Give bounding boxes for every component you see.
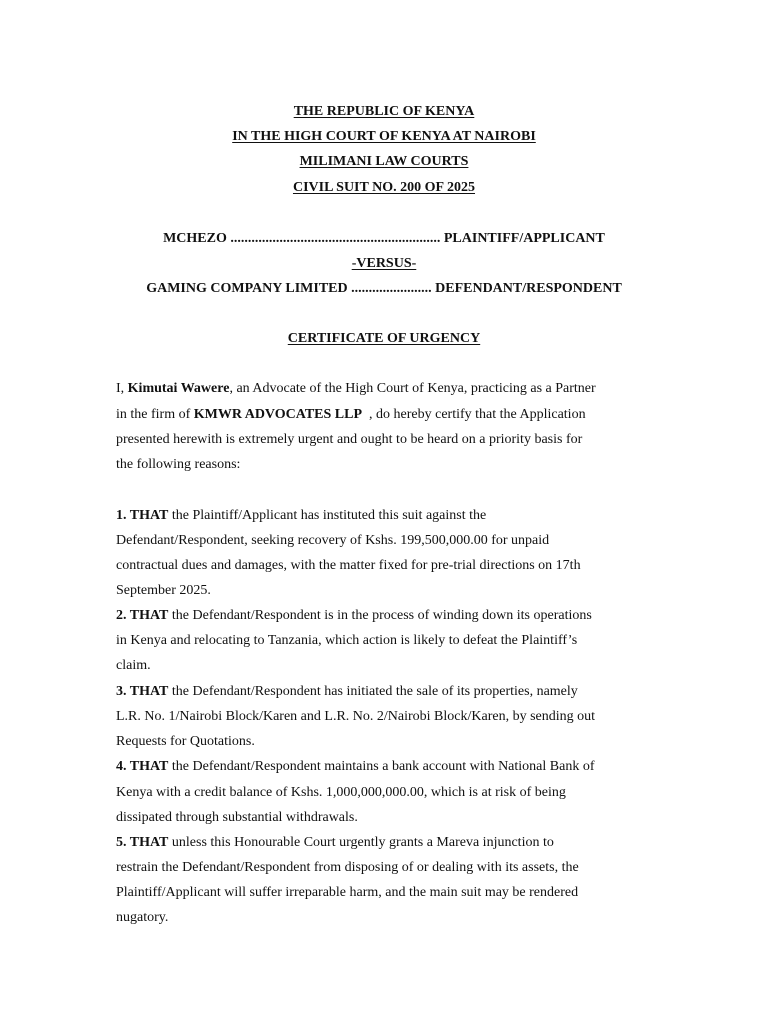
- intro-line-4: the following reasons:: [116, 457, 241, 472]
- intro-text: , do hereby certify that the Application: [362, 407, 586, 422]
- reason-text: the Defendant/Respondent has initiated the sale of its properties, namely: [168, 684, 578, 699]
- reason-5-line-3: Plaintiff/Applicant will suffer irreparable harm, and the main suit may be rendered: [116, 885, 579, 900]
- plaintiff-line: MCHEZO ............................................................ PLAINTIFF/APPLICANT: [163, 231, 605, 246]
- reason-1-line-2: Defendant/Respondent, seeking recovery of Kshs. 199,500,000.00 for unpaid: [116, 533, 550, 548]
- intro-line-1: [116, 381, 596, 397]
- header-republic: THE REPUBLIC OF KENYA: [293, 104, 475, 119]
- intro-text: I,: [116, 381, 128, 396]
- intro-text: in the firm of: [116, 407, 194, 422]
- reason-5-line-1: [116, 835, 554, 851]
- reason-2-line-2: in Kenya and relocating to Tanzania, which action is likely to defeat the Plaintiff’s: [116, 633, 578, 648]
- reason-number: 2. THAT: [116, 608, 169, 623]
- reason-number: 5. THAT: [116, 835, 169, 850]
- reason-2-line-1: [116, 608, 592, 624]
- versus-line: -VERSUS-: [351, 256, 417, 271]
- document-title: CERTIFICATE OF URGENCY: [287, 331, 481, 346]
- intro-line-2: [116, 407, 586, 423]
- reason-4-line-3: dissipated through substantial withdrawals.: [116, 810, 358, 825]
- defendant-line: GAMING COMPANY LIMITED ....................... DEFENDANT/RESPONDENT: [146, 281, 622, 296]
- reason-3-line-3: Requests for Quotations.: [116, 734, 255, 749]
- reason-3-line-2: L.R. No. 1/Nairobi Block/Karen and L.R. No. 2/Nairobi Block/Karen, by sending out: [116, 709, 596, 724]
- header-suit-number: CIVIL SUIT NO. 200 OF 2025: [292, 180, 476, 195]
- reason-text: the Defendant/Respondent is in the process of winding down its operations: [168, 608, 592, 623]
- reason-5-line-4: nugatory.: [116, 910, 169, 925]
- reason-4-line-2: Kenya with a credit balance of Kshs. 1,000,000,000.00, which is at risk of being: [116, 785, 566, 800]
- reason-text: unless this Honourable Court urgently grants a Mareva injunction to: [168, 835, 554, 850]
- intro-text: , an Advocate of the High Court of Kenya, practicing as a Partner: [229, 381, 596, 396]
- firm-name: KMWR ADVOCATES LLP: [193, 407, 363, 422]
- reason-1-line-4: September 2025.: [116, 583, 211, 598]
- header-law-courts: MILIMANI LAW COURTS: [299, 154, 469, 169]
- reason-4-line-1: [116, 759, 595, 775]
- header-court: IN THE HIGH COURT OF KENYA AT NAIROBI: [232, 129, 536, 144]
- reason-number: 3. THAT: [116, 684, 169, 699]
- reason-5-line-2: restrain the Defendant/Respondent from disposing of or dealing with its assets, the: [116, 860, 579, 875]
- reason-3-line-1: [116, 684, 578, 700]
- intro-line-3: presented herewith is extremely urgent and ought to be heard on a priority basis for: [116, 432, 583, 447]
- reason-2-line-3: claim.: [116, 658, 151, 673]
- reason-1-line-1: [116, 508, 486, 524]
- reason-text: the Defendant/Respondent maintains a bank account with National Bank of: [168, 759, 595, 774]
- reason-number: 1. THAT: [116, 508, 169, 523]
- reason-number: 4. THAT: [116, 759, 169, 774]
- reason-1-line-3: contractual dues and damages, with the matter fixed for pre-trial directions on 17th: [116, 558, 581, 573]
- advocate-name: Kimutai Wawere: [127, 381, 230, 396]
- reason-text: the Plaintiff/Applicant has instituted this suit against the: [168, 508, 487, 523]
